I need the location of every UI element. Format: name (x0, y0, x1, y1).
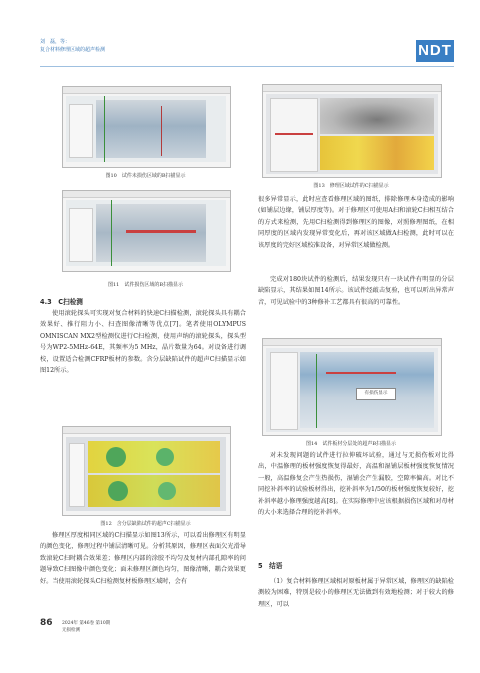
b-scan-repair-zone (320, 98, 434, 134)
defect-indication (106, 447, 126, 467)
c-scan-view (66, 437, 226, 511)
defect-indication (126, 230, 196, 233)
page-number: 86 (40, 618, 53, 628)
figure-toolbar (263, 339, 441, 346)
figure-toolbar (263, 85, 441, 92)
side-panel (69, 443, 85, 507)
c-scan-view (266, 94, 438, 174)
section-heading-5: 5 结语 (258, 562, 283, 570)
running-authors: 刘 磊，等： (40, 39, 71, 45)
cursor-line (316, 354, 317, 428)
footer-journal: 无损检测 (62, 628, 80, 633)
paragraph-results: 完成对180块试件的检测后，结果发现只有一块试件有明显的分层缺陷显示，其结果如图14所示。该试件经敲击复验，也可以听出异常声音，可见试验中的3种修补工艺都具有很高的可靠性。 (258, 276, 454, 306)
a-scan-panel (270, 352, 298, 430)
figure-11-caption: 图11 试件损伤区域的B扫描显示 (107, 282, 184, 288)
figure-11-image (62, 190, 231, 272)
b-scan-view (266, 348, 438, 432)
defect-indication (108, 481, 128, 501)
footer-issue: 2024年 第46卷 第10期 (62, 621, 111, 626)
paragraph-conclusion: （1）复合材料修理区域相对原板材属于异常区域，修理区的缺陷检测较为困难，特别是较小的修理区无法做到有效地检测；对于较大的修理区，可以 (258, 578, 454, 608)
paragraph-inspection-method: 很多异常显示，此时应查看修理区域的图纸，排除修理本身造成的影响(如铺层边缘，铺层厚度等)。对于修理区可使用A扫和滚轮C扫相互结合的方式来检测，先用C扫检测得到修理区的图像，对照修理图纸，在相同厚度的区域内发现异常变化后，再对该区域做A扫检测，此时可以在该厚度的完好区域校准设备，对异常区域做检测。 (258, 196, 454, 249)
figure-13-image (262, 84, 442, 178)
cursor-line (111, 200, 112, 266)
figure-13-caption: 图13 修理区域试件的C扫描显示 (313, 183, 389, 189)
b-scan-signal-area (96, 204, 206, 262)
defect-indication (326, 372, 396, 374)
damage-annotation-label: 有损伤显示 (356, 388, 396, 400)
journal-logo: NDT (416, 40, 454, 62)
running-title: 复合材料修理区域的超声检测 (40, 47, 106, 53)
defect-indication (158, 482, 176, 500)
c-scan-repair-zone (320, 136, 434, 170)
figure-toolbar (63, 191, 230, 198)
figure-14-caption: 图14 试件板材分层处的超声B扫描显示 (305, 441, 397, 447)
figure-12-image (62, 426, 231, 516)
gate-line (161, 106, 162, 156)
gate-line (275, 133, 313, 135)
b-scan-signal-area (96, 100, 206, 158)
paragraph-4-3: 使用滚轮探头可实现对复合材料的快速C扫描检测，滚轮探头具有耦合效果好、推行阻力小、扫查图像清晰等优点[7]。笔者使用OLYMPUS OMNISCAN MX2型检测仪进行C扫检测，使用声纳的滚轮探头，探头型号为WP2-5MHz-64E，其频率为5 MHz，晶片数量为64。对设备进行调校，设置适合检测CFRP板材的参数。含分层缺陷试件的超声C扫描显示如图12所示。 (40, 310, 246, 375)
defect-indication (156, 448, 174, 466)
figure-12-caption: 图12 含分层缺陷试件的超声C扫描显示 (100, 521, 191, 527)
paragraph-fig13-discussion: 修理区厚度相同区域的C扫描显示如图13所示，可以看出修理区有明显的颜色变化，修理过程中铺层清晰可见。分析其原因，修理区表面欠光滑导致滚轮C扫时耦合效果差；修理区内部的涂胶不均匀及复材内部孔隙率的问题导致C扫图像中颜色变化；面未修理区颜色均匀，图像清晰，耦合效果更好。当使用滚轮探头C扫检测复材板修理区域时，会有 (40, 532, 246, 585)
figure-10-caption: 图10 试件未损伤区域的B扫描显示 (105, 173, 186, 179)
figure-14-image (262, 338, 442, 436)
section-heading-4-3: 4.3 C扫检测 (40, 298, 83, 306)
a-scan-panel (69, 208, 93, 262)
figure-10-image (62, 86, 231, 168)
b-scan-view (66, 200, 226, 266)
header-rule (40, 66, 454, 67)
paragraph-strength-test: 对未发现问题的试件进行拉伸破坏试验，通过与无损伤板对比得出，中温修理的板材强度恢复得最好，高温和湿铺层板材强度恢复情况一般，高温修复会产生热损伤，湿铺会产生漏胶，空隙率偏高。对比不同挖补斜率的试验板材得出，挖补斜率为1/50的板材强度恢复较好，挖补斜率越小修理强度越高[8]。在实际修理中应该根据损伤区域和对母材的大小来选择合理的挖补斜率。 (258, 452, 454, 517)
figure-toolbar (63, 87, 230, 94)
b-scan-view (66, 96, 226, 162)
cursor-line (104, 96, 105, 162)
a-scan-panel (270, 98, 318, 172)
a-scan-panel (69, 104, 93, 158)
figure-toolbar (63, 427, 230, 434)
